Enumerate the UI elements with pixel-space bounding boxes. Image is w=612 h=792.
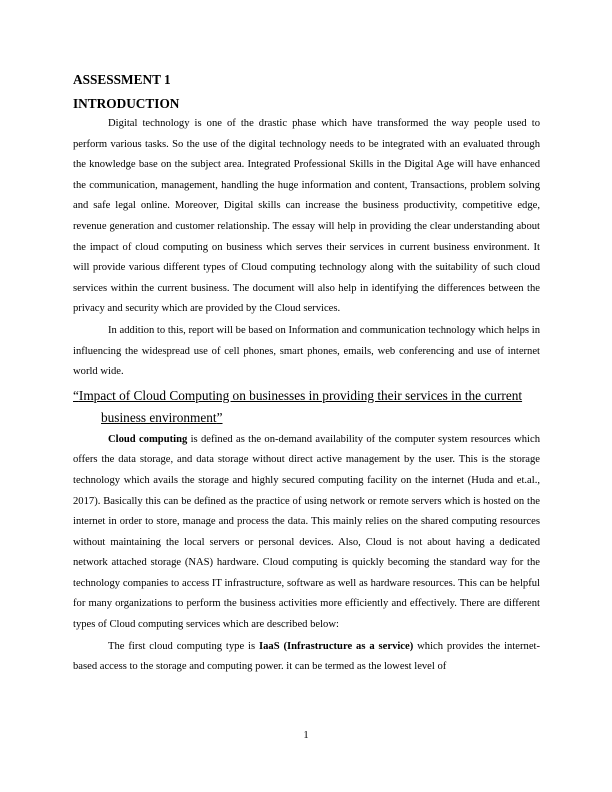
subheading-text: Impact of Cloud Computing on businesses in providing their services in the current business environment bbox=[78, 387, 523, 425]
intro-paragraph-2: In addition to this, report will be based on Information and communication technology which helps in influencing the widespread use of cell phones, smart phones, emails, web conferencing and use of internet world wide. bbox=[73, 324, 540, 378]
introduction-heading: INTRODUCTION bbox=[73, 96, 180, 111]
page-number: 1 bbox=[303, 730, 309, 741]
assessment-heading: ASSESSMENT 1 bbox=[73, 72, 171, 87]
iaas-lead-text: The first cloud computing type is bbox=[108, 640, 260, 652]
subheading-open-quote: “ bbox=[73, 387, 79, 403]
iaas-text: which provides the internet-based access to the storage and computing power. it can be termed as the lowest level of bbox=[73, 640, 540, 673]
cloud-computing-paragraph bbox=[73, 430, 540, 636]
iaas-term: IaaS (Infrastructure as a service) bbox=[259, 640, 414, 652]
cloud-computing-text: is defined as the on-demand availability of the computer system resources which offers the data storage, and data storage without direct active management by the user. This is the storage technology which avails the storage and highly secured computing facility on the internet (Huda and et.al., 2017). Basically this can be defined as the practice of using network or remote servers which is hosted on the internet in order to store, manage and process the data. This mainly relies on the shared computing resources without maintaining the local servers or personal devices. Also, Cloud is not about having a dedicated network attached storage (NAS) hardware. Cloud computing is quickly becoming the standard way for the technology companies to access IT infrastructure, software as well as hardware resources. This can be helpful for many organizations to perform the business activities more efficiently and effectively. There are different types of Cloud computing services which are described below: bbox=[73, 433, 540, 631]
intro-paragraph-1: Digital technology is one of the drastic phase which have transformed the way people used to perform various tasks. So the use of the digital technology needs to be integrated with an evaluated through the knowledge base on the subject area. Integrated Professional Skills in the Digital Age will have enhanced the communication, management, handling the huge information and content, Transactions, problem solving and safe legal online. Moreover, Digital skills can increase the business productivity, competitive edge, revenue generation and customer relationship. The essay will help in providing the clear understanding about the impact of cloud computing on business which serves their services in current business environment. It will provide various different types of Cloud computing technology along with the suitability of such cloud services within the current business. The document will also help in identifying the differences between the privacy and security which are provided by the Cloud services. bbox=[73, 118, 540, 315]
section-subheading bbox=[73, 385, 540, 429]
subheading-close-quote: ” bbox=[216, 409, 223, 425]
iaas-paragraph bbox=[73, 637, 540, 678]
page-content bbox=[73, 70, 540, 678]
cloud-computing-term: Cloud computing bbox=[108, 433, 188, 445]
